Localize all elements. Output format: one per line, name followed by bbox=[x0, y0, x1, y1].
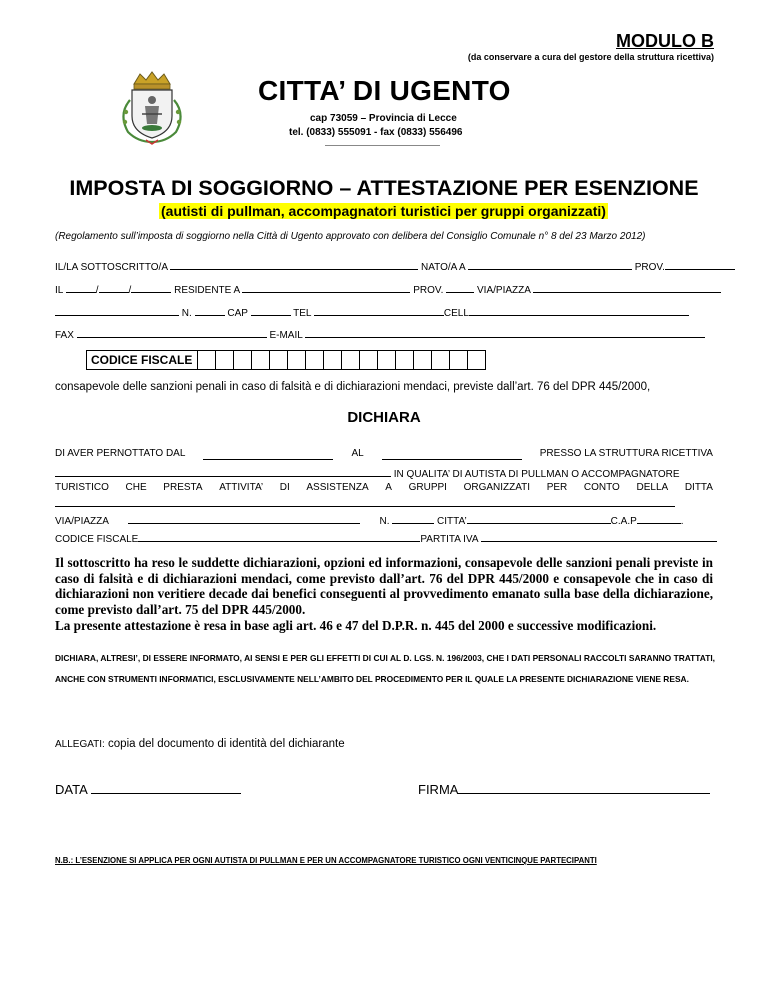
city-phone: tel. (0833) 555091 - fax (0833) 556496 bbox=[289, 127, 463, 138]
cf-box[interactable] bbox=[432, 350, 450, 370]
cf-box[interactable] bbox=[270, 350, 288, 370]
ditta-civico-field[interactable] bbox=[392, 512, 434, 524]
attestation-paragraph: La presente attestazione è resa in base agli art. 46 e 47 del D.P.R. n. 445 del 2000 e successive modificazioni. bbox=[55, 618, 657, 633]
city-title: CITTA’ DI UGENTO bbox=[258, 75, 511, 106]
dal-field[interactable] bbox=[203, 448, 333, 460]
cf-box[interactable] bbox=[414, 350, 432, 370]
cf-box[interactable] bbox=[396, 350, 414, 370]
via-field[interactable] bbox=[533, 281, 721, 293]
coat-of-arms-icon bbox=[112, 70, 192, 146]
nome-field[interactable] bbox=[170, 258, 418, 270]
luogo-nascita-field[interactable] bbox=[468, 258, 632, 270]
ditta-via-field[interactable] bbox=[128, 512, 360, 524]
line-sottoscritto: IL/LA SOTTOSCRITTO/A NATO/A A PROV. bbox=[55, 258, 735, 273]
form-title: IMPOSTA DI SOGGIORNO – ATTESTAZIONE PER ESENZIONE bbox=[69, 176, 699, 200]
data-nascita-giorno-field[interactable] bbox=[66, 281, 96, 293]
ditta-cf-field[interactable] bbox=[138, 530, 420, 542]
al-field[interactable] bbox=[382, 448, 522, 460]
prov-nascita-field[interactable] bbox=[665, 258, 735, 270]
city-cap: cap 73059 – Provincia di Lecce bbox=[310, 113, 457, 124]
cf-box[interactable] bbox=[234, 350, 252, 370]
cf-box[interactable] bbox=[252, 350, 270, 370]
cf-box[interactable] bbox=[324, 350, 342, 370]
regulation-note: (Regolamento sull’imposta di soggiorno nella Città di Ugento approvato con delibera del Consiglio Comunale n° 8 del 23 Marzo 2012) bbox=[55, 231, 646, 242]
cf-box[interactable] bbox=[468, 350, 486, 370]
cf-box[interactable] bbox=[198, 350, 216, 370]
line-pernottato: DI AVER PERNOTTATO DAL AL PRESSO LA STRUTTURA RICETTIVA bbox=[55, 448, 713, 459]
header-divider bbox=[325, 145, 440, 146]
civico-field[interactable] bbox=[195, 304, 225, 316]
conservazione-note: (da conservare a cura del gestore della struttura ricettiva) bbox=[467, 52, 714, 62]
data-line: DATA bbox=[55, 782, 241, 797]
cap-field[interactable] bbox=[251, 304, 291, 316]
ditta-citta-field[interactable] bbox=[467, 512, 611, 524]
codice-fiscale-label: CODICE FISCALE bbox=[86, 350, 198, 370]
struttura-field[interactable] bbox=[55, 465, 391, 477]
ditta-cap-field[interactable] bbox=[637, 512, 681, 524]
cell-field[interactable] bbox=[469, 304, 689, 316]
line-indirizzo-ditta: VIA/PIAZZA N. CITTA’ C.A.P . bbox=[55, 512, 684, 527]
cf-box[interactable] bbox=[378, 350, 396, 370]
line-struttura: IN QUALITA’ DI AUTISTA DI PULLMAN O ACCOMPAGNATORE bbox=[55, 465, 680, 480]
cf-box[interactable] bbox=[342, 350, 360, 370]
line-cf-piva: CODICE FISCALE PARTITA IVA bbox=[55, 530, 717, 545]
dichiara-heading: DICHIARA bbox=[347, 409, 421, 426]
codice-fiscale-grid bbox=[86, 350, 486, 370]
line-residenza: IL / / RESIDENTE A PROV. VIA/PIAZZA bbox=[55, 281, 721, 296]
statement-paragraph: Il sottoscritto ha reso le suddette dichiarazioni, opzioni ed informazioni, consapevole delle sanzioni penali previste in caso di falsità e di dichiarazioni mendaci, come previsto dall’art. 76 del DPR 445/2000 e consapevole che in caso di dichiarazioni non veritiere decade dai benefici conseguenti al provvedimento emanato sulla base della dichiarazione, come previsto dall’art. 75 del DPR 445/2000. bbox=[55, 555, 713, 617]
nb-note: N.B.: L’ESENZIONE SI APPLICA PER OGNI AUTISTA DI PULLMAN E PER UN ACCOMPAGNATORE TURISTICO OGNI VENTICINQUE PARTECIPANTI bbox=[55, 856, 597, 865]
form-subtitle: (autisti di pullman, accompagnatori turistici per gruppi organizzati) bbox=[161, 203, 606, 219]
prov-residenza-field[interactable] bbox=[446, 281, 474, 293]
consapevole-text: consapevole delle sanzioni penali in caso di falsità e di dichiarazioni mendaci, previste dall’art. 76 del DPR 445/2000, bbox=[55, 381, 651, 393]
cf-box[interactable] bbox=[360, 350, 378, 370]
ditta-field[interactable] bbox=[55, 506, 675, 507]
cf-box[interactable] bbox=[306, 350, 324, 370]
data-field[interactable] bbox=[91, 782, 241, 794]
fax-field[interactable] bbox=[77, 326, 267, 338]
cf-box[interactable] bbox=[216, 350, 234, 370]
allegati-line: ALLEGATI: copia del documento di identità del dichiarante bbox=[55, 738, 345, 750]
indirizzo-field[interactable] bbox=[55, 304, 179, 316]
partita-iva-field[interactable] bbox=[481, 530, 717, 542]
data-nascita-mese-field[interactable] bbox=[99, 281, 129, 293]
firma-line: FIRMA bbox=[418, 782, 710, 797]
tel-field[interactable] bbox=[314, 304, 444, 316]
email-field[interactable] bbox=[305, 326, 705, 338]
modulo-label: MODULO B bbox=[616, 31, 714, 51]
line-contatti: N. CAP TEL CELL bbox=[55, 304, 689, 319]
line-fax-email: FAX E-MAIL bbox=[55, 326, 705, 341]
line-turistico: TURISTICO CHE PRESTA ATTIVITA’ DI ASSISTENZA A GRUPPI ORGANIZZATI PER CONTO DELLA DITTA bbox=[55, 482, 713, 493]
residenza-field[interactable] bbox=[242, 281, 410, 293]
cf-box[interactable] bbox=[450, 350, 468, 370]
privacy-paragraph: DICHIARA, ALTRESI’, DI ESSERE INFORMATO, AI SENSI E PER GLI EFFETTI DI CUI AL D. LGS. N. 196/2003, CHE I DATI PERSONALI RACCOLTI SARANNO TRATTATI, ANCHE CON STRUMENTI INFORMATICI, ESCLUSIVAMENTE NELL’AMBITO DEL PROCEDIMENTO PER IL QUALE LA PRESENTE DICHIARAZIONE VIENE RESA. bbox=[55, 653, 715, 684]
data-nascita-anno-field[interactable] bbox=[131, 281, 171, 293]
firma-field[interactable] bbox=[458, 782, 710, 794]
cf-box[interactable] bbox=[288, 350, 306, 370]
